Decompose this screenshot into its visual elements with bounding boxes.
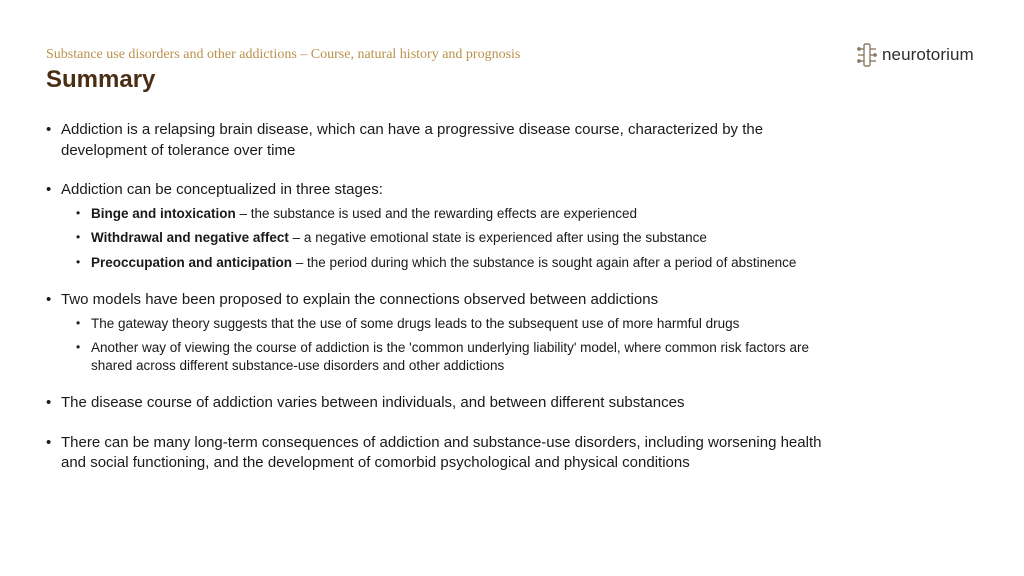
slide-title: Summary <box>46 66 156 93</box>
sub-item <box>61 254 826 272</box>
bullet-item <box>46 290 826 374</box>
bullet-item <box>46 393 826 414</box>
bullet-text: Addiction is a relapsing brain disease, which can have a progressive disease course, characterized by the development of tolerance over time <box>61 121 764 159</box>
sub-item <box>61 205 826 223</box>
sub-item-term: Withdrawal and negative affect <box>91 230 289 245</box>
bullet-text: There can be many long-term consequences of addiction and substance-use disorders, including worsening health and social functioning, and the development of comorbid psychological and physical conditions <box>61 433 822 471</box>
sub-item-term: Preoccupation and anticipation <box>91 254 293 270</box>
sub-item-text: – a negative emotional state is experienced after using the substance <box>288 230 707 245</box>
bullet-text: The disease course of addiction varies between individuals, and between different substances <box>61 394 685 411</box>
sub-item-text: – the period during which the substance is sought again after a period of abstinence <box>292 254 797 270</box>
bullet-text: Addiction can be conceptualized in three stages: <box>61 181 383 198</box>
bullet-item <box>46 120 826 161</box>
sub-item-text: – the substance is used and the rewarding effects are experienced <box>235 205 638 221</box>
sub-item-text: The gateway theory suggests that the use of some drugs leads to the subsequent use of more harmful drugs <box>91 315 740 331</box>
sub-list <box>61 315 826 375</box>
bullet-item <box>46 433 826 474</box>
summary-list <box>46 120 826 474</box>
sub-list <box>61 205 826 272</box>
sub-item-text: Another way of viewing the course of addiction is the 'common underlying liability' model, where common risk factors are shared across different substance-use disorders and other addictions <box>91 340 809 373</box>
sub-item <box>61 315 826 333</box>
bullet-text: Two models have been proposed to explain the connections observed between addictions <box>61 291 659 308</box>
slide-subtitle: Substance use disorders and other addictions – Course, natural history and prognosis <box>46 47 521 62</box>
sub-item <box>61 229 826 247</box>
bullet-item <box>46 180 826 271</box>
neurotorium-logo-icon <box>857 43 877 67</box>
sub-item-term: Binge and intoxication <box>91 205 236 221</box>
logo-text: neurotorium <box>882 45 974 64</box>
logo <box>857 43 974 67</box>
sub-item <box>61 339 826 374</box>
